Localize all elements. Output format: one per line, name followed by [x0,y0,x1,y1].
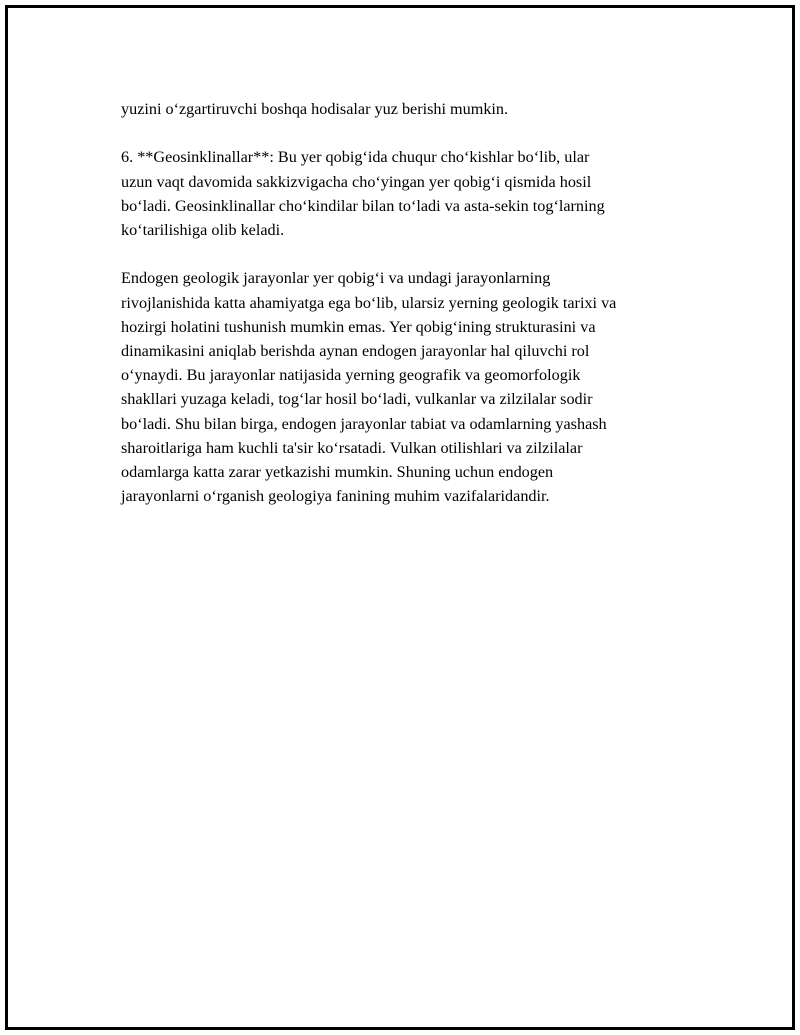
document-page [5,5,795,1030]
paragraph-endogen-summary: Endogen geologik jarayonlar yer qobig‘i va undagi jarayonlarning rivojlanishida katta ahamiyatga ega bo‘lib, ularsiz yerning geologik tarixi va hozirgi holatini tushunish mumkin emas. Yer qobig‘ining strukturasini va dinamikasini aniqlab berishda aynan endogen jarayonlar hal qiluvchi rol o‘ynaydi. Bu jarayonlar natijasida yerning geografik va geomorfologik shakllari yuzaga keladi, tog‘lar hosil bo‘ladi, vulkanlar va zilzilalar sodir bo‘ladi. Shu bilan birga, endogen jarayonlar tabiat va odamlarning yashash sharoitlariga ham kuchli ta'sir ko‘rsatadi. Vulkan otilishlari va zilzilalar odamlarga katta zarar yetkazishi mumkin. Shuning uchun endogen jarayonlarni o‘rganish geologiya fanining muhim vazifalaridandir. [121,269,617,506]
paragraph-geosinklinallar: 6. **Geosinklinallar**: Bu yer qobig‘ida chuqur cho‘kishlar bo‘lib, ular uzun vaqt davomida sakkizvigacha cho‘yingan yer qobig‘i qismida hosil bo‘ladi. Geosinklinallar cho‘kindilar bilan to‘ladi va asta-sekin tog‘larning ko‘tarilishiga olib keladi. [121,148,605,239]
document-body [121,97,701,533]
paragraph-continuation: yuzini o‘zgartiruvchi boshqa hodisalar yuz berishi mumkin. [121,100,509,118]
